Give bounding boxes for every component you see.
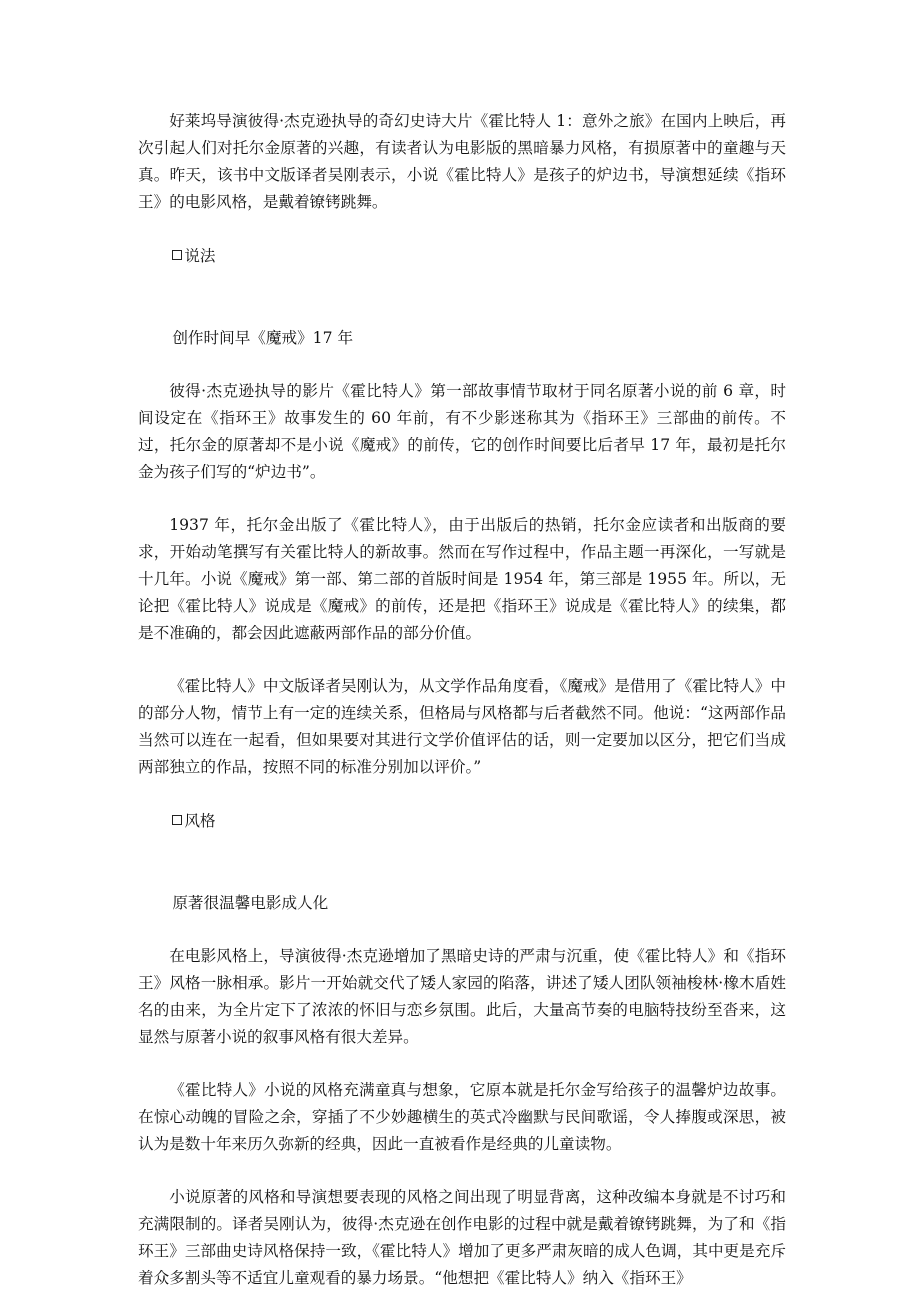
paragraph-4: 《霍比特人》中文版译者吴刚认为，从文学作品角度看，《魔戒》是借用了《霍比特人》中的部分人物，情节上有一定的连续关系，但格局与风格都与后者截然不同。他说：“这两部作品当然可以连在一起看，但如果要对其进行文学价值评估的话，则一定要加以区分，把它们当成两部独立的作品，按照不同的标准分别加以评价。”	[138, 677, 786, 776]
section-subtitle-creation-time: 创作时间早《魔戒》17 年	[172, 329, 354, 347]
paragraph-2: 彼得·杰克逊执导的影片《霍比特人》第一部故事情节取材于同名原著小说的前 6 章，时间设定在《指环王》故事发生的 60 年前，有不少影迷称其为《指环王》三部曲的前传。不过，托尔金的原著却不是小说《魔戒》的前传，它的创作时间要比后者早 17 年，最初是托尔金为孩子们写的“炉边书”。	[138, 382, 786, 481]
checkbox-bullet-icon	[172, 250, 182, 260]
section-subtitle-style: 原著很温馨电影成人化	[172, 894, 329, 912]
paragraph-3: 1937 年，托尔金出版了《霍比特人》，由于出版后的热销，托尔金应读者和出版商的要求，开始动笔撰写有关霍比特人的新故事。然而在写作过程中，作品主题一再深化，一写就是十几年。小说《魔戒》第一部、第二部的首版时间是 1954 年，第三部是 1955 年。所以，无论把《霍比特人》说成是《魔戒》的前传，还是把《指环王》说成是《霍比特人》的续集，都是不准确的，都会因此遮蔽两部作品的部分价值。	[138, 516, 786, 642]
document-page	[138, 108, 786, 1292]
paragraph-5: 在电影风格上，导演彼得·杰克逊增加了黑暗史诗的严肃与沉重，使《霍比特人》和《指环王》风格一脉相承。影片一开始就交代了矮人家园的陷落，讲述了矮人团队领袖梭林·橡木盾姓名的由来，为全片定下了浓浓的怀旧与恋乡氛围。此后，大量高节奏的电脑特技纷至沓来，这显然与原著小说的叙事风格有很大差异。	[138, 947, 786, 1046]
paragraph-7: 小说原著的风格和导演想要表现的风格之间出现了明显背离，这种改编本身就是不讨巧和充满限制的。译者吴刚认为，彼得·杰克逊在创作电影的过程中就是戴着镣铐跳舞，为了和《指环王》三部曲史诗风格保持一致，《霍比特人》增加了更多严肃灰暗的成人色调，其中更是充斥着众多割头等不适宜儿童观看的暴力场景。“他想把《霍比特人》纳入《指环王》	[138, 1188, 786, 1287]
section-heading-fengge: 风格	[138, 808, 786, 835]
paragraph-intro: 好莱坞导演彼得·杰克逊执导的奇幻史诗大片《霍比特人 1：意外之旅》在国内上映后，再次引起人们对托尔金原著的兴趣，有读者认为电影版的黑暗暴力风格，有损原著中的童趣与天真。昨天，该书中文版译者吴刚表示，小说《霍比特人》是孩子的炉边书，导演想延续《指环王》的电影风格，是戴着镣铐跳舞。	[138, 112, 786, 211]
paragraph-6: 《霍比特人》小说的风格充满童真与想象，它原本就是托尔金写给孩子的温馨炉边故事。在惊心动魄的冒险之余，穿插了不少妙趣横生的英式冷幽默与民间歌谣，令人捧腹或深思，被认为是数十年来历久弥新的经典，因此一直被看作是经典的儿童读物。	[138, 1081, 786, 1153]
section-heading-shuofa: 说法	[138, 243, 786, 270]
checkbox-bullet-icon	[172, 815, 182, 825]
